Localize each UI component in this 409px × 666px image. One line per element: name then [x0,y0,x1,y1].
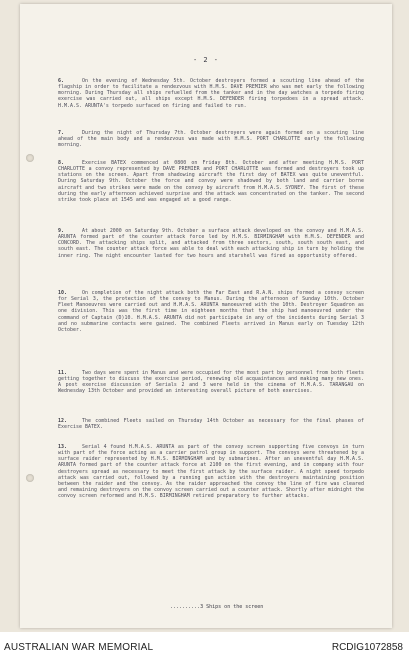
paragraph-text: On completion of the night attack both the Far East and R.A.N. ships formed a convoy screen for Serial 3, the protection of the convoy to Manus. During the afternoon of Sunday 10th. October Fleet Manoeuvres were carried out and H.M.A.S. ARUNTA manoeuvred with the 10th. Destroyer Squadron as one division. This was the first time in eighteen months that the ship had manoeuvred under the command of Captain (D)10. H.M.A.S. ARUNTA did not participate in any of the incidents during Serial 3 and no submarine contacts were gained. The combined Fleets arrived in Manus early on Tuesday 12th October. [58,290,364,333]
paragraph-number: 6. [58,78,64,84]
paragraph-number: 11. [58,370,67,376]
paragraph-6 [58,78,364,109]
paragraph-number: 10. [58,290,67,296]
paragraph-text: Exercise BATEX commenced at 0800 on Friday 8th. October and after meeting H.M.S. PORT CHARLOTTE a convoy represented by DAVE PREMIER and PORT CHARLOTTE was formed and destroyers took up stations on the screen. Apart from shadowing aircraft the first day of BATEX was quite uneventful. During Saturday 9th. October the force and convoy were shadowed by both land and carrier borne aircraft and two strikes were made on the convoy by aircraft from H.M.A.S. SYDNEY. The first of these during the early afternoon achieved surprise and the attack was concentrated on the tanker. The second strike took place at 1545 and was engaged at a good range. [58,160,364,203]
archive-reference: RCDIG1072858 [331,642,403,653]
paragraph-text: At about 2000 on Saturday 9th. October a surface attack developed on the convoy and H.M.A.S. ARUNTA formed part of the counter attack force led by H.M.S. BIRMINGHAM with H.M.S. DEFENDER and CONCORD. The attacking ships split, and attacked from three sectors, south, south south east, and south east. The counter attack force was able to deal with each attacking ship in turn by holding the inner ring. The night encounter lasted for two hours and starshell was fired as opportunity offered. [58,228,364,259]
paragraph-text: The combined Fleets sailed on Thursday 14th October as necessary for the final phases of Exercise BATEX. [58,418,364,431]
paragraph-9 [58,228,364,259]
document-page [20,4,392,628]
paragraph-number: 13. [58,444,67,450]
punch-hole [26,474,34,482]
paragraph-number: 8. [58,160,64,166]
paragraph-10 [58,290,364,333]
paragraph-text: Two days were spent in Manus and were occupied for the most part by personnel from both fleets getting together to discuss the exercise period, renewing old acquaintances and making many new ones. A post exercise discussion of Serials 2 and 3 were held in the cinema of H.M.A.S. TARANGAU on Wednesday 13th October and provided an interesting overall picture of both exercises. [58,370,364,395]
paragraph-11 [58,370,364,395]
punch-hole [26,154,34,162]
paragraph-12 [58,418,364,430]
archive-source: AUSTRALIAN WAR MEMORIAL [4,642,154,653]
paragraph-text: On the evening of Wednesday 5th. October destroyers formed a scouting line ahead of the flagship in order to facilitate a rendezvous with H.M.S. DAVE PREMIER who was met early the following morning. During Thursday all ships refuelled from the tanker and in the day watches a torpedo firing exercise was carried out, all ships except H.M.S. DEFENDER firing torpedoes in a spread attack. H.M.A.S. ARUNTA's torpedo surfaced on firing and failed to run. [58,78,364,109]
paragraph-13 [58,444,364,499]
paragraph-number: 12. [58,418,67,424]
paragraph-7 [58,130,364,148]
paragraph-text: During the night of Thursday 7th. October destroyers were again formed on a scouting line ahead of the main body and a rendezvous was made with H.M.S. PORT CHARLOTTE early the following morning. [58,130,364,149]
paragraph-number: 9. [58,228,64,234]
paragraph-number: 7. [58,130,64,136]
continuation-line: ..........3 Ships on the screen [170,604,264,610]
page-number: - 2 - [192,56,220,64]
paragraph-8 [58,160,364,203]
paragraph-text: Serial 4 found H.M.A.S. ARUNTA as part of the convoy screen supporting five convoys in turn with part of the force acting as a carrier patrol group in support. The convoys were threatened by a surface raider represented by H.M.S. BIRMINGHAM and by submarines. After an uneventful day H.M.A.S. ARUNTA formed part of the counter attack force at 2100 on the first evening, and in company with four destroyers spread as necessary to meet the first attack by the surface raider. A night speed torpedo attack was carried out, followed by a running gun action with the destroyers maintaining position between the raider and the convoy. As the raider approached the convoy the line of fire was cleared and remaining destroyers on the convoy screen carried out a counter attack. Shortly after midnight the convoy screen reformed and H.M.S. BIRMINGHAM retired preparatory to further attacks. [58,444,364,500]
